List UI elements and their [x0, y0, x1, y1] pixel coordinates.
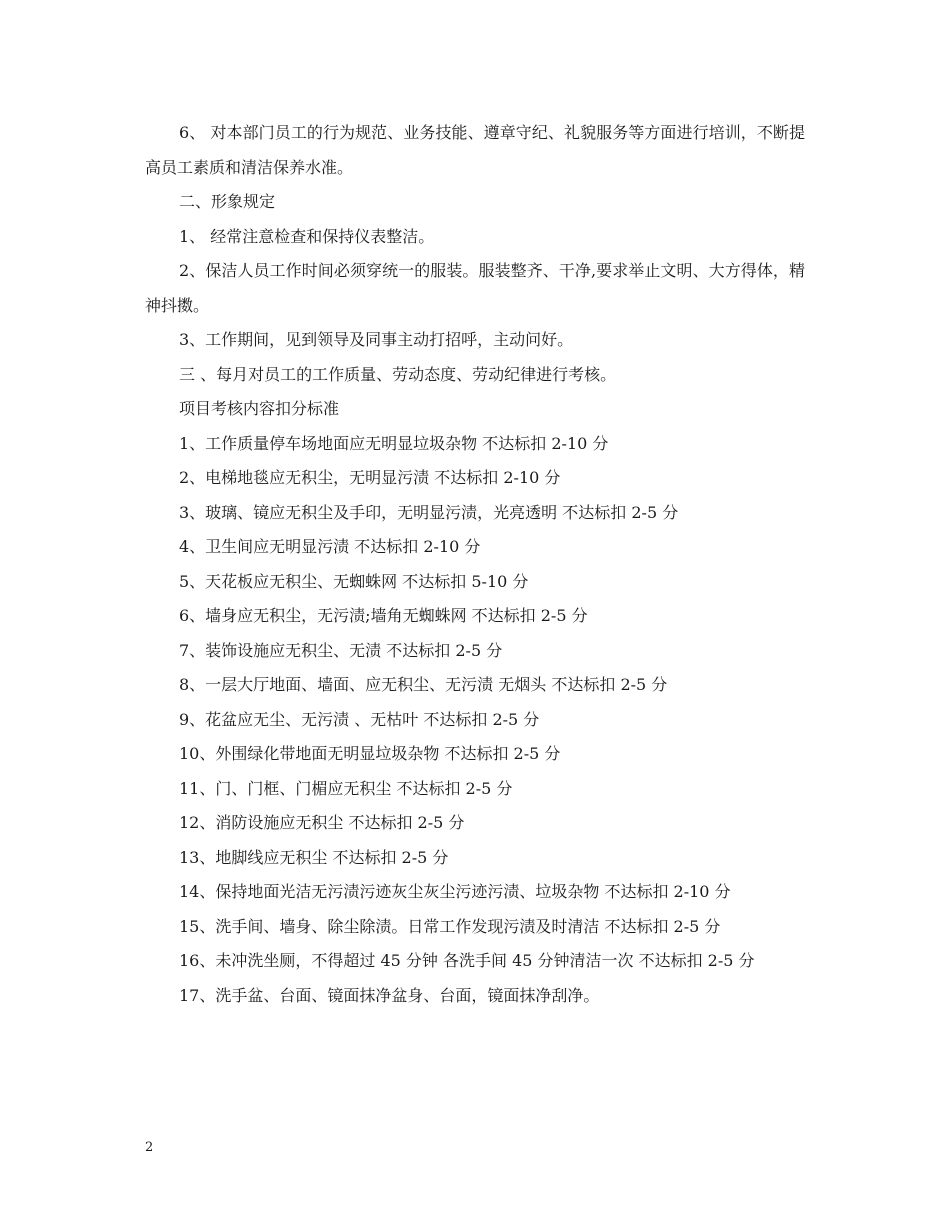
document-body	[145, 116, 805, 1013]
list-heading: 项目考核内容扣分标准	[179, 399, 340, 418]
list-item: 8、一层大厅地面、墙面、应无积尘、无污渍 无烟头 不达标扣 2-5 分	[179, 675, 668, 694]
list-item: 3、玻璃、镜应无积尘及手印，无明显污渍，光亮透明 不达标扣 2-5 分	[179, 502, 679, 522]
list-item: 9、花盆应无尘、无污渍 、无枯叶 不达标扣 2-5 分	[179, 709, 540, 729]
list-item: 7、装饰设施应无积尘、无渍 不达标扣 2-5 分	[179, 640, 503, 660]
paragraph: 3、工作期间，见到领导及同事主动打招呼，主动问好。	[179, 330, 574, 349]
section-heading: 二、形象规定	[179, 192, 276, 211]
list-item: 6、墙身应无积尘，无污渍;墙角无蜘蛛网 不达标扣 2-5 分	[179, 606, 588, 625]
paragraph: 2、保洁人员工作时间必须穿统一的服装。服装整齐、干净,要求举止文明、大方得体，精神抖擞。	[145, 261, 805, 315]
list-item: 12、消防设施应无积尘 不达标扣 2-5 分	[179, 813, 465, 832]
list-item: 16、未冲洗坐厕，不得超过 45 分钟 各洗手间 45 分钟清洁一次 不达标扣 2-5 分	[179, 951, 755, 970]
page-number: 2	[145, 1140, 154, 1155]
list-item: 5、天花板应无积尘、无蜘蛛网 不达标扣 5-10 分	[179, 571, 529, 591]
list-item: 10、外围绿化带地面无明显垃圾杂物 不达标扣 2-5 分	[179, 744, 561, 763]
list-item: 13、地脚线应无积尘 不达标扣 2-5 分	[179, 847, 449, 867]
paragraph: 1、 经常注意检查和保持仪表整洁。	[179, 226, 435, 246]
list-item: 1、工作质量停车场地面应无明显垃圾杂物 不达标扣 2-10 分	[179, 433, 609, 453]
section-heading: 三 、每月对员工的工作质量、劳动态度、劳动纪律进行考核。	[179, 364, 617, 384]
list-item: 14、保持地面光洁无污渍污迹灰尘灰尘污迹污渍、垃圾杂物 不达标扣 2-10 分	[179, 882, 731, 901]
paragraph: 6、 对本部门员工的行为规范、业务技能、遵章守纪、礼貌服务等方面进行培训，不断提高员工素质和清洁保养水准。	[145, 123, 805, 177]
list-item: 2、电梯地毯应无积尘，无明显污渍 不达标扣 2-10 分	[179, 468, 561, 487]
list-item: 17、洗手盆、台面、镜面抹净盆身、台面，镜面抹净刮净。	[179, 985, 600, 1005]
list-item: 11、门、门框、门楣应无积尘 不达标扣 2-5 分	[179, 778, 513, 798]
list-item: 4、卫生间应无明显污渍 不达标扣 2-10 分	[179, 537, 481, 556]
list-item: 15、洗手间、墙身、除尘除渍。日常工作发现污渍及时清洁 不达标扣 2-5 分	[179, 916, 721, 936]
